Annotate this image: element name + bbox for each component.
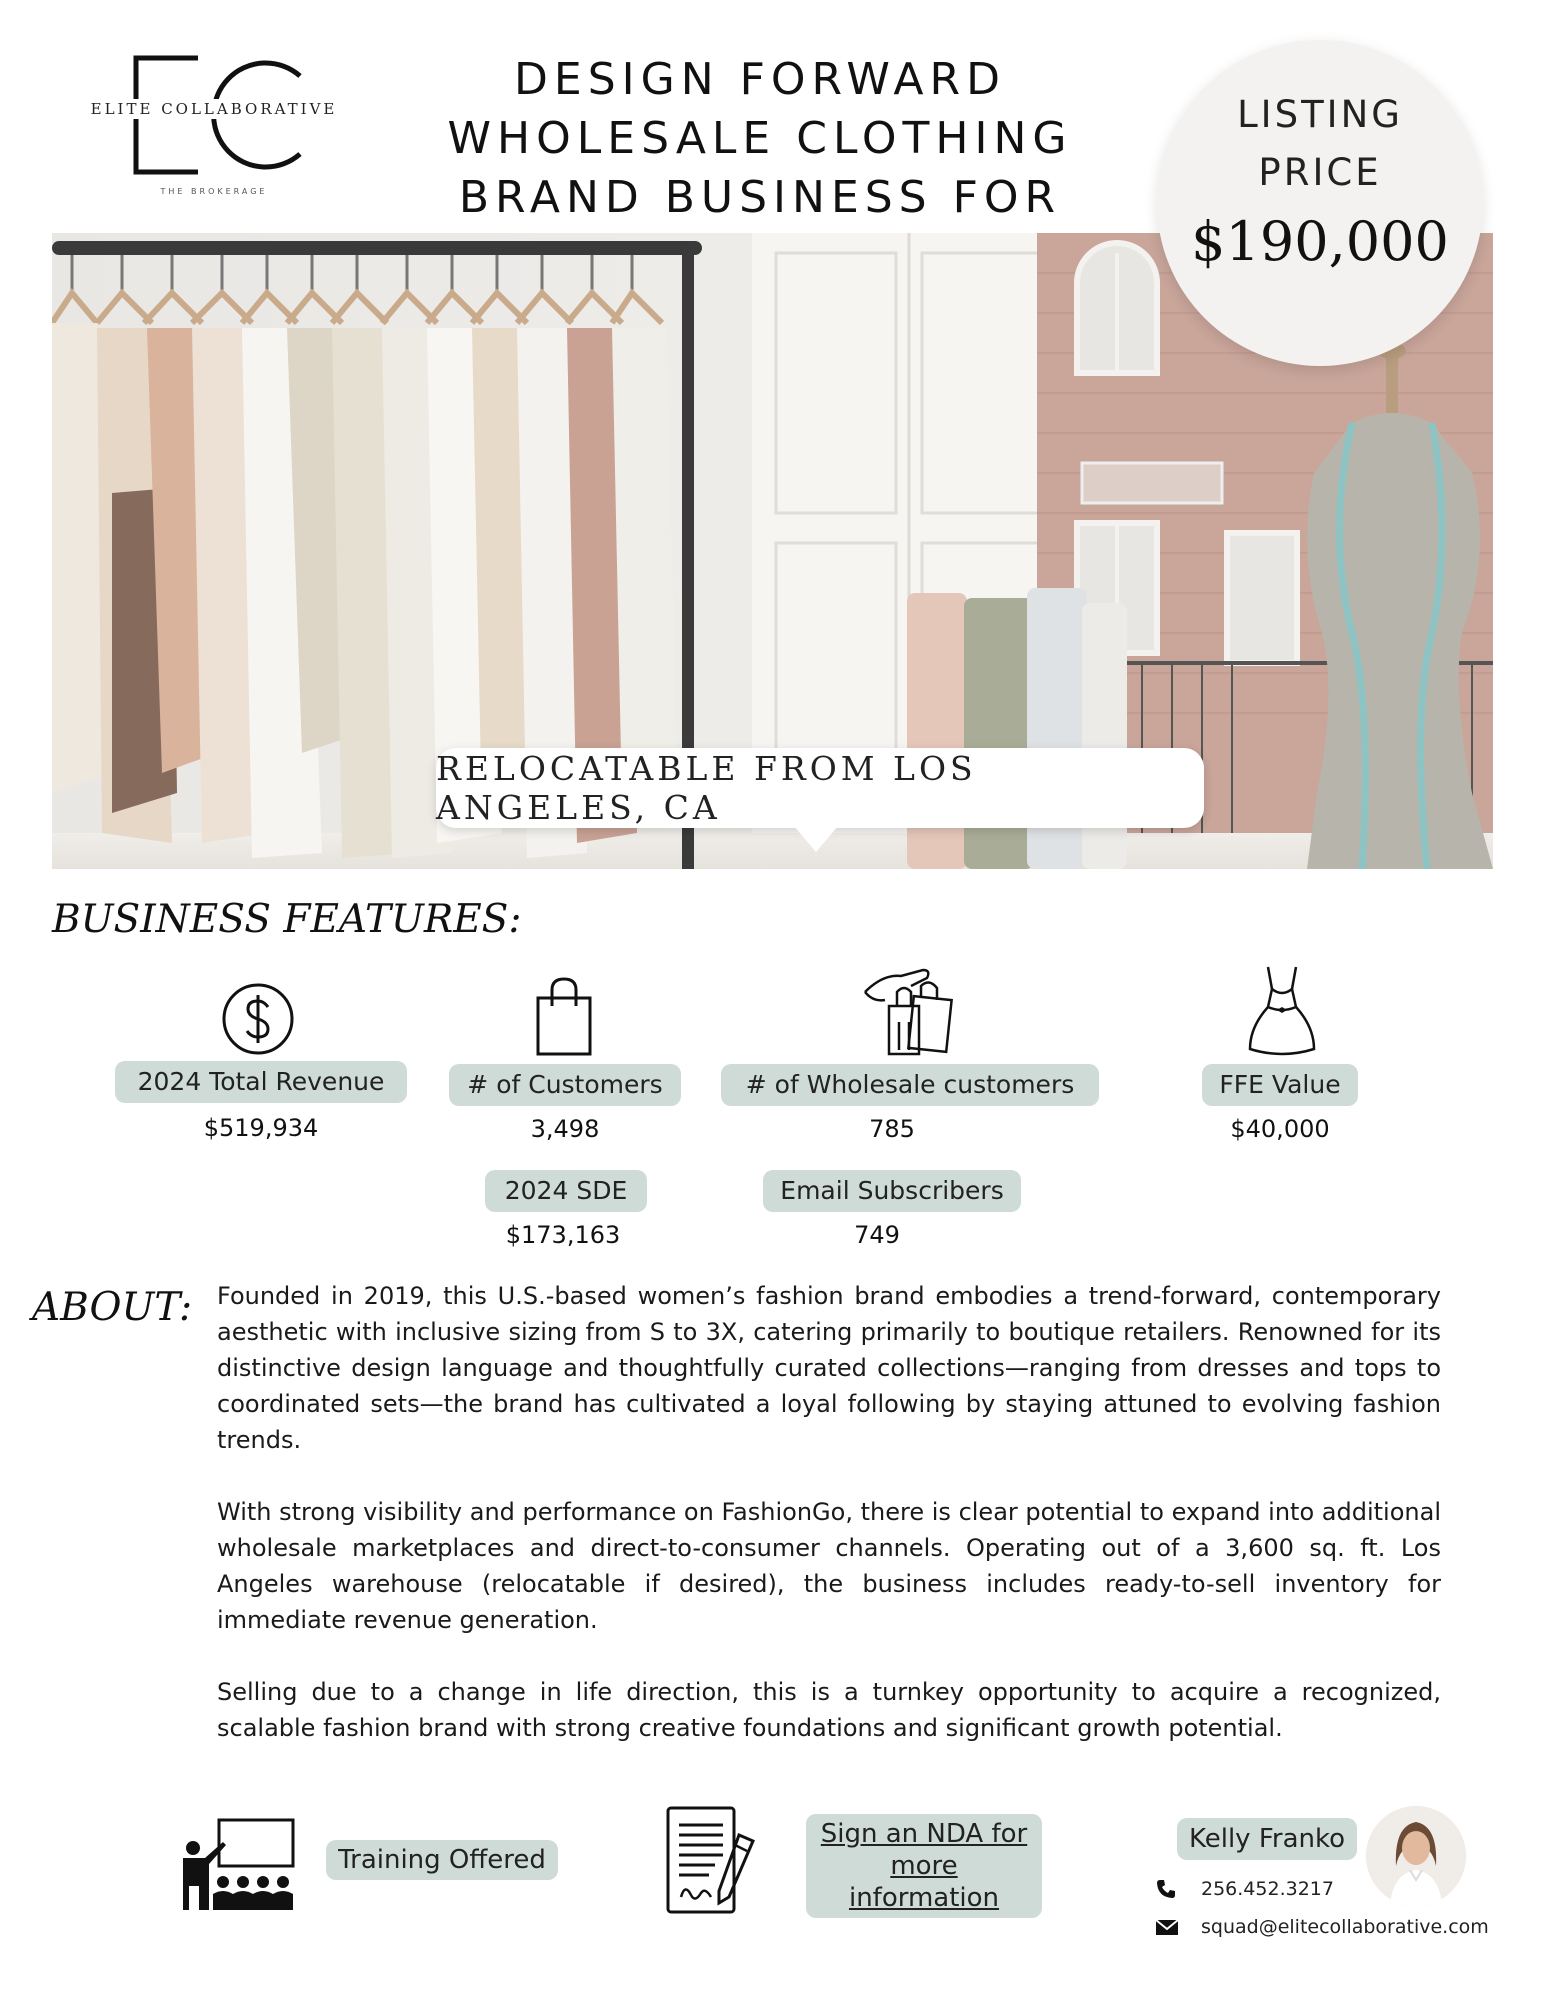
feature-value-email-subscribers: 749 xyxy=(854,1221,900,1249)
feature-label-sde: 2024 SDE xyxy=(485,1170,647,1212)
phone-number: 256.452.3217 xyxy=(1201,1878,1334,1900)
about-paragraph-2: With strong visibility and performance on FashionGo, there is clear potential to expand into additional wholesale marketplaces and direct-to-consumer channels. Operating out of a 3,600 sq. ft. Los Angeles warehouse (relocatable if desired), the business includes ready-to-sell inventory for immediate revenue generation. xyxy=(217,1498,1441,1634)
feature-value-sde: $173,163 xyxy=(505,1221,621,1249)
about-paragraph-1: Founded in 2019, this U.S.-based women’s fashion brand embodies a trend-forward, contemporary aesthetic with inclusive sizing from S to 3X, catering primarily to boutique retailers. Renowned for its distinctive design language and thoughtfully curated collections—ranging from dresses and tops to coordinated sets—the brand has cultivated a loyal following by staying attuned to evolving fashion trends. xyxy=(217,1282,1441,1454)
callout-pointer xyxy=(794,826,838,852)
hand-shopping-bags-icon xyxy=(861,962,955,1060)
dress-icon xyxy=(1246,963,1318,1057)
mail-icon xyxy=(1155,1918,1179,1936)
feature-label-customers: # of Customers xyxy=(449,1064,681,1106)
price-label-line-2: PRICE xyxy=(1258,151,1382,194)
training-offered-label: Training Offered xyxy=(326,1840,558,1880)
price-label-line-1: LISTING xyxy=(1237,93,1403,136)
presentation-training-icon xyxy=(179,1818,297,1912)
about-body xyxy=(217,1278,1441,1782)
agent-name: Kelly Franko xyxy=(1177,1818,1357,1860)
title-line-3: BRAND BUSINESS FOR xyxy=(458,172,1062,223)
about-paragraph-3: Selling due to a change in life direction, this is a turnkey opportunity to acquire a recognized, scalable fashion brand with strong creative foundations and significant growth potential. xyxy=(217,1678,1441,1742)
phone-icon xyxy=(1155,1878,1177,1900)
phone-row[interactable] xyxy=(1155,1878,1334,1900)
features-heading: BUSINESS FEATURES: xyxy=(52,897,522,942)
shopping-bag-icon xyxy=(534,976,594,1058)
feature-value-customers: 3,498 xyxy=(530,1115,600,1143)
about-heading: ABOUT: xyxy=(32,1285,193,1330)
feature-value-revenue: $519,934 xyxy=(203,1114,319,1142)
feature-value-wholesale-customers: 785 xyxy=(869,1115,915,1143)
title-line-2: WHOLESALE CLOTHING xyxy=(447,113,1073,164)
email-row[interactable] xyxy=(1155,1916,1489,1938)
brand-name: ELITE COLLABORATIVE xyxy=(84,99,344,119)
signed-document-icon xyxy=(665,1805,757,1917)
feature-label-ffe-value: FFE Value xyxy=(1202,1064,1358,1106)
listing-price-badge xyxy=(1157,40,1483,366)
nda-link-line-1: Sign an NDA for xyxy=(820,1819,1028,1849)
price-value: $190,000 xyxy=(1191,210,1449,273)
title-line-1: DESIGN FORWARD xyxy=(514,54,1006,105)
email-address: squad@elitecollaborative.com xyxy=(1201,1916,1489,1938)
nda-link-line-2: more information xyxy=(848,1851,1000,1913)
agent-avatar xyxy=(1366,1806,1466,1906)
nda-link[interactable] xyxy=(806,1814,1042,1918)
agent-portrait xyxy=(1366,1806,1466,1906)
location-callout xyxy=(436,748,1204,828)
brand-logo xyxy=(84,50,344,210)
location-text: RELOCATABLE FROM LOS ANGELES, CA xyxy=(436,749,977,827)
dollar-circle-icon xyxy=(220,981,296,1057)
feature-label-wholesale-customers: # of Wholesale customers xyxy=(721,1064,1099,1106)
feature-label-email-subscribers: Email Subscribers xyxy=(763,1170,1021,1212)
brand-tagline: THE BROKERAGE xyxy=(160,187,268,196)
feature-label-revenue: 2024 Total Revenue xyxy=(115,1061,407,1103)
feature-value-ffe: $40,000 xyxy=(1230,1115,1330,1143)
